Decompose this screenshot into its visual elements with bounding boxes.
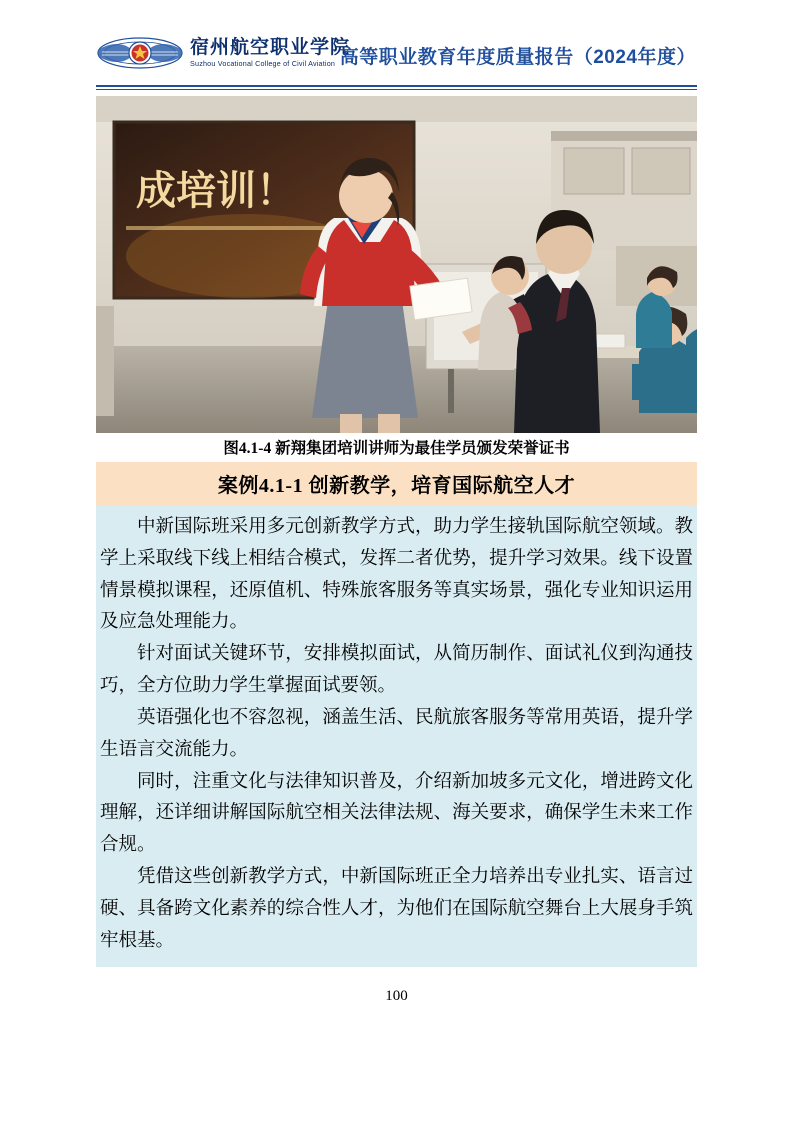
figure-image: [96, 96, 697, 433]
institution-name-en: Suzhou Vocational College of Civil Aviation: [190, 59, 336, 69]
institution-name-cn: 宿州航空职业学院: [190, 37, 351, 59]
figure-caption: 图4.1-4 新翔集团培训讲师为最佳学员颁发荣誉证书: [223, 440, 570, 457]
case-paragraph: 同时，注重文化与法律知识普及，介绍新加坡多元文化，增进跨文化理解，还详细讲解国际航空相关法律法规、海关要求，确保学生未来工作合规。: [100, 771, 693, 856]
case-paragraph: 英语强化也不容忽视，涵盖生活、民航旅客服务等常用英语，提升学生语言交流能力。: [100, 707, 693, 760]
wings-emblem-logo-icon: [96, 30, 184, 76]
institution-logo: [96, 30, 350, 76]
header-divider: [96, 85, 697, 90]
svg-text:成培训！: 成培训！: [136, 168, 296, 214]
case-study-box: [96, 462, 697, 967]
page-header: [96, 30, 696, 90]
case-title: 案例4.1-1 创新教学，培育国际航空人才: [96, 462, 697, 506]
page-number: 100: [385, 988, 408, 1004]
case-body: [96, 506, 697, 967]
report-title: 高等职业教育年度质量报告（2024年度）: [339, 47, 696, 68]
case-paragraph: 凭借这些创新教学方式，中新国际班正全力培养出专业扎实、语言过硬、具备跨文化素养的综合性人才，为他们在国际航空舞台上大展身手筑牢根基。: [100, 866, 693, 951]
case-paragraph: 中新国际班采用多元创新教学方式，助力学生接轨国际航空领域。教学上采取线下线上相结合模式，发挥二者优势，提升学习效果。线下设置情景模拟课程，还原值机、特殊旅客服务等真实场景，强化专业知识运用及应急处理能力。: [100, 517, 693, 633]
case-paragraph: 针对面试关键环节，安排模拟面试，从简历制作、面试礼仪到沟通技巧，全方位助力学生掌握面试要领。: [100, 644, 693, 697]
